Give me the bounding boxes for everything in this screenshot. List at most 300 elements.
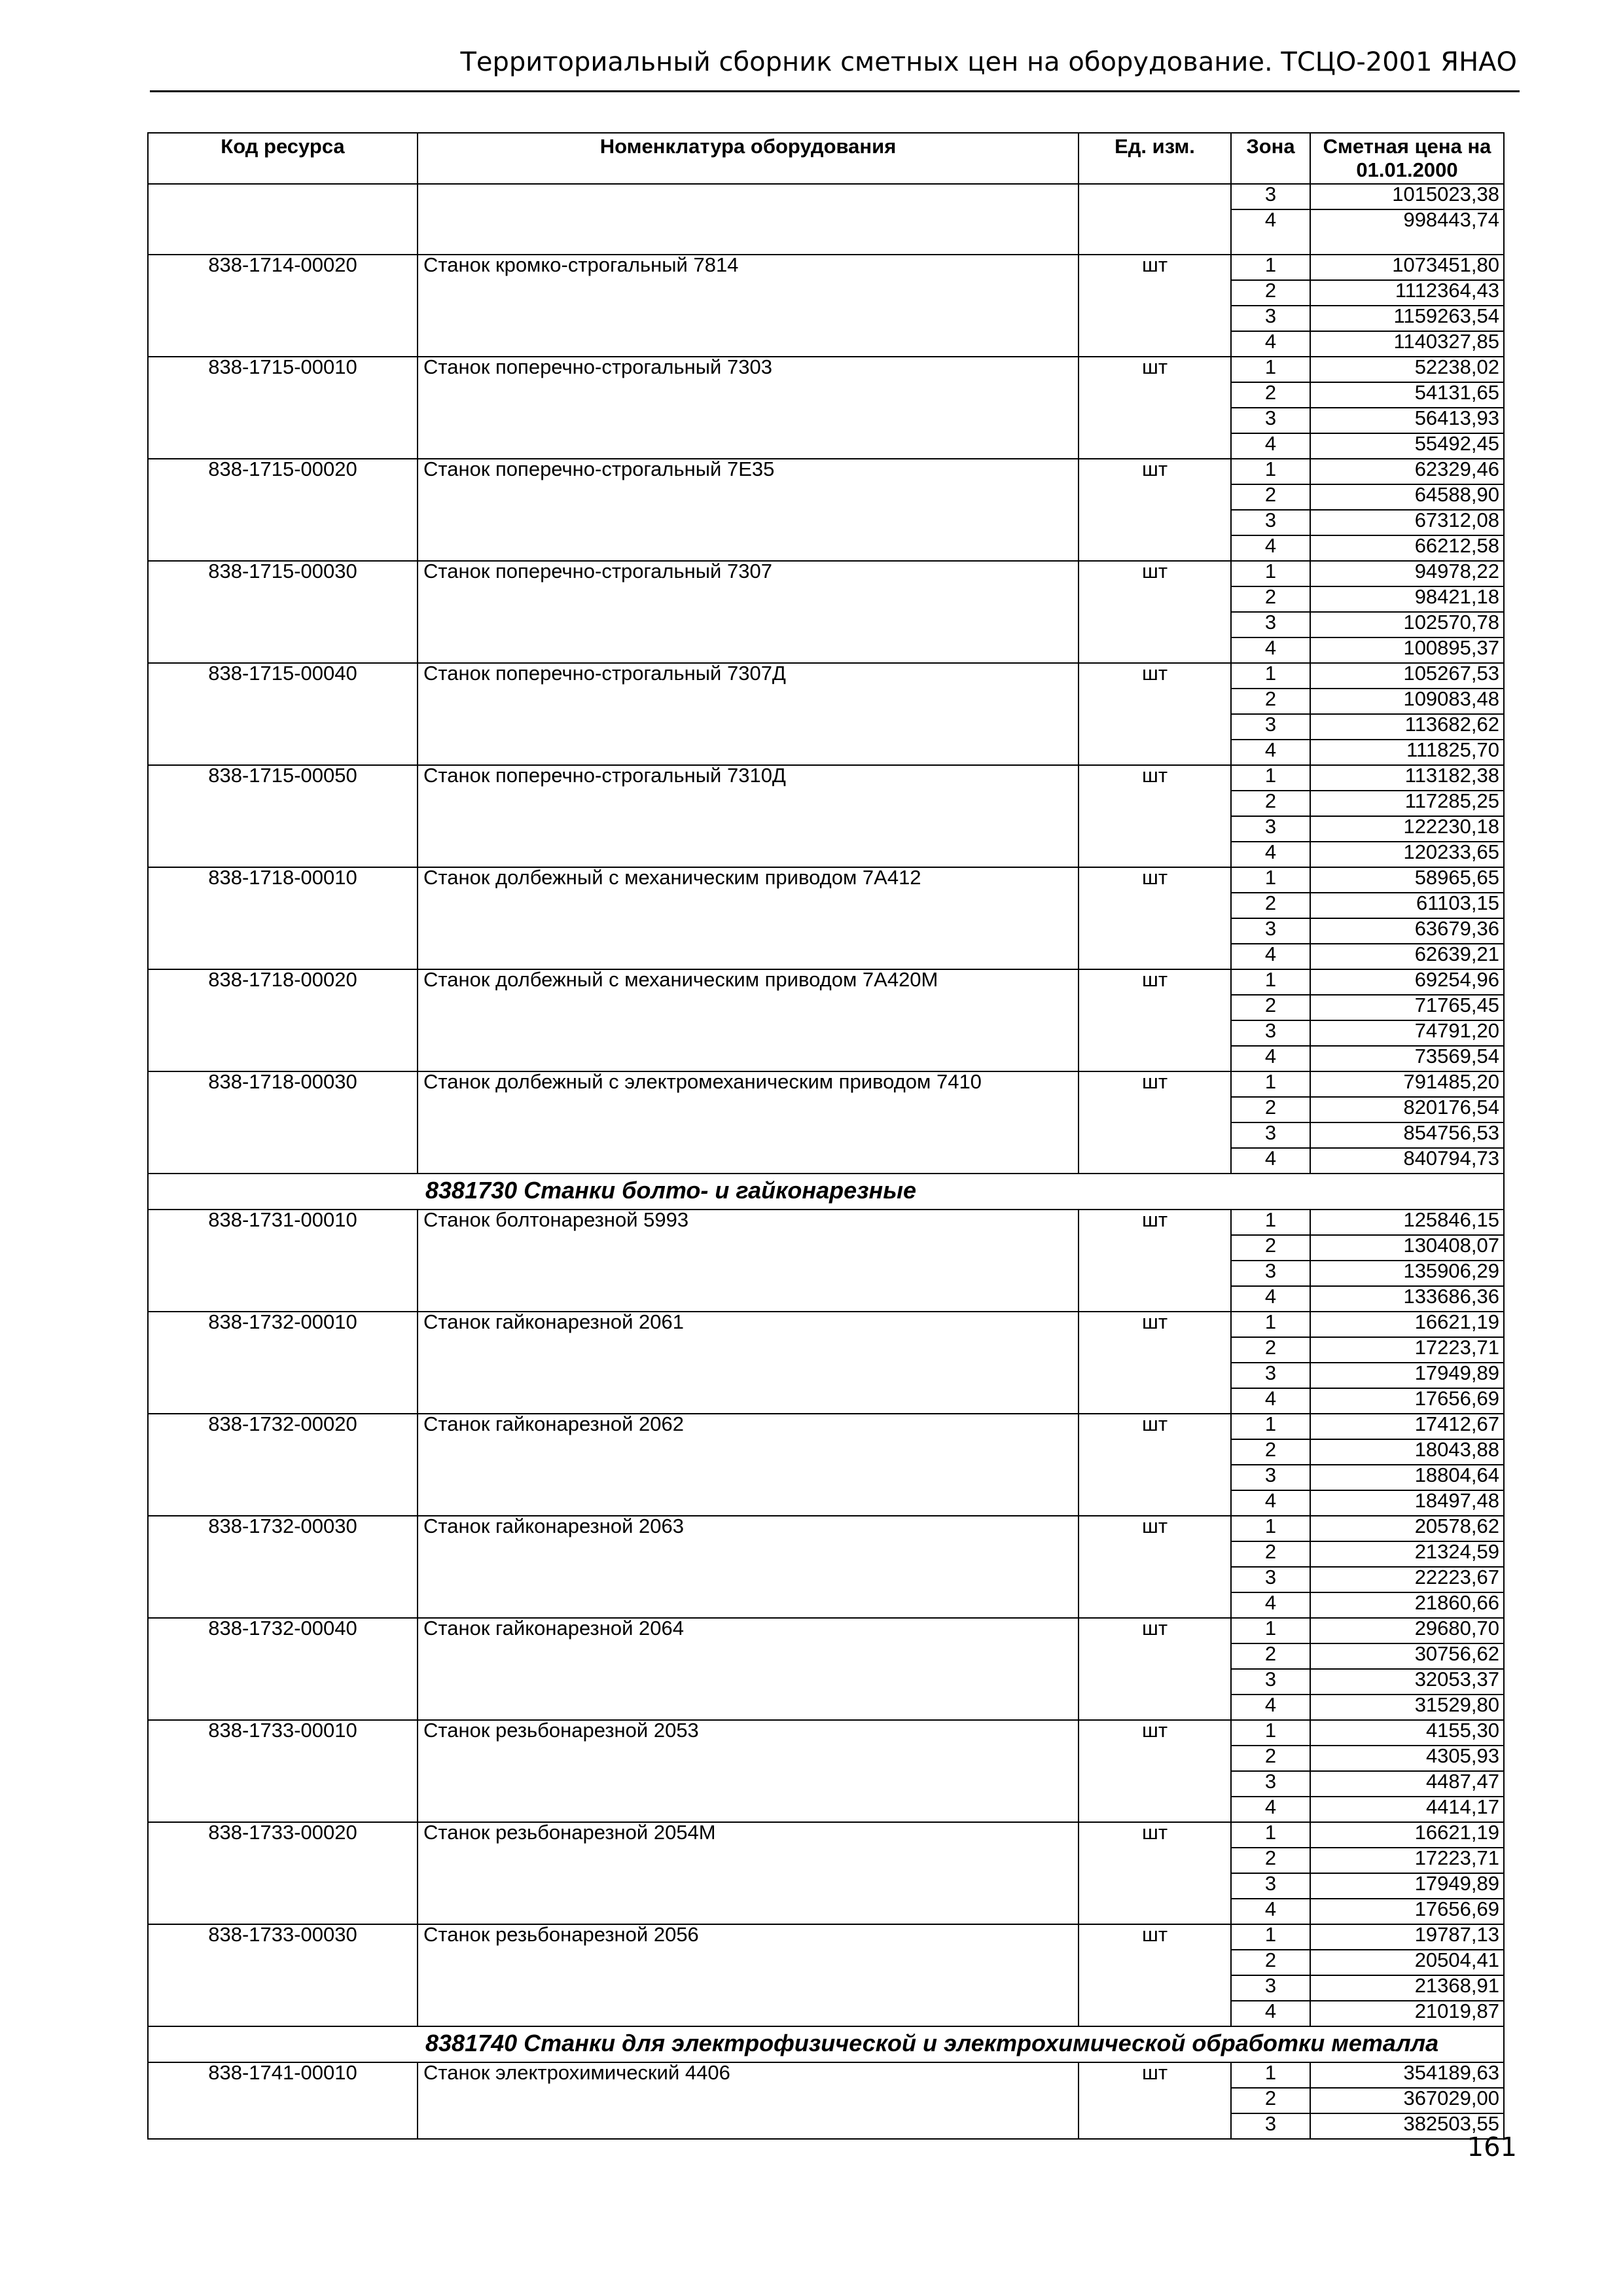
table-row (148, 408, 1504, 433)
equipment-name (418, 1235, 1079, 1261)
resource-code (148, 280, 418, 306)
section-heading: 8381730 Станки болто- и гайконарезные (148, 1174, 1504, 1210)
zone-cell: 2 (1231, 2088, 1310, 2113)
unit-of-measure: шт (1079, 1516, 1231, 1541)
zone-cell: 1 (1231, 1924, 1310, 1950)
section-heading: 8381740 Станки для электрофизической и электрохимической обработки металла (148, 2026, 1504, 2062)
zone-cell: 2 (1231, 280, 1310, 306)
unit-of-measure (1079, 209, 1231, 255)
zone-cell: 1 (1231, 255, 1310, 280)
price-cell: 22223,67 (1310, 1567, 1504, 1592)
price-cell: 94978,22 (1310, 561, 1504, 586)
zone-cell: 1 (1231, 969, 1310, 995)
column-header-code: Код ресурса (148, 133, 418, 184)
table-row (148, 2001, 1504, 2026)
unit-of-measure (1079, 1439, 1231, 1465)
equipment-name (418, 306, 1079, 331)
zone-cell: 3 (1231, 612, 1310, 637)
equipment-name: Станок долбежный с механическим приводом 7А412 (418, 867, 1079, 893)
equipment-name (418, 184, 1079, 209)
resource-code: 838-1733-00020 (148, 1822, 418, 1848)
zone-cell: 3 (1231, 1465, 1310, 1490)
equipment-name (418, 484, 1079, 510)
equipment-name (418, 893, 1079, 918)
equipment-name (418, 1465, 1079, 1490)
table-row (148, 816, 1504, 842)
unit-of-measure (1079, 382, 1231, 408)
equipment-name: Станок кромко-строгальный 7814 (418, 255, 1079, 280)
unit-of-measure (1079, 1771, 1231, 1797)
equipment-name (418, 637, 1079, 663)
unit-of-measure: шт (1079, 1210, 1231, 1235)
table-row (148, 1414, 1504, 1439)
zone-cell: 3 (1231, 1363, 1310, 1388)
price-cell: 56413,93 (1310, 408, 1504, 433)
equipment-name: Станок резьбонарезной 2054М (418, 1822, 1079, 1848)
table-row (148, 842, 1504, 867)
unit-of-measure (1079, 408, 1231, 433)
equipment-name (418, 382, 1079, 408)
price-cell: 367029,00 (1310, 2088, 1504, 2113)
zone-cell: 3 (1231, 1873, 1310, 1899)
price-cell: 19787,13 (1310, 1924, 1504, 1950)
zone-cell: 4 (1231, 1046, 1310, 1071)
table-row (148, 1363, 1504, 1388)
resource-code: 838-1733-00010 (148, 1720, 418, 1746)
resource-code (148, 209, 418, 255)
unit-of-measure: шт (1079, 459, 1231, 484)
resource-code (148, 1097, 418, 1122)
unit-of-measure (1079, 184, 1231, 209)
equipment-name (418, 1771, 1079, 1797)
price-cell: 21860,66 (1310, 1592, 1504, 1618)
price-cell: 58965,65 (1310, 867, 1504, 893)
price-cell: 1112364,43 (1310, 280, 1504, 306)
price-cell: 113182,38 (1310, 765, 1504, 791)
equipment-name (418, 714, 1079, 740)
unit-of-measure (1079, 893, 1231, 918)
equipment-name (418, 1122, 1079, 1148)
resource-code (148, 1337, 418, 1363)
resource-code (148, 1388, 418, 1414)
zone-cell: 2 (1231, 1746, 1310, 1771)
price-cell: 21019,87 (1310, 2001, 1504, 2026)
equipment-name (418, 1848, 1079, 1873)
price-cell: 820176,54 (1310, 1097, 1504, 1122)
unit-of-measure (1079, 740, 1231, 765)
price-cell: 71765,45 (1310, 995, 1504, 1020)
resource-code (148, 791, 418, 816)
price-cell: 117285,25 (1310, 791, 1504, 816)
zone-cell: 2 (1231, 1235, 1310, 1261)
resource-code (148, 842, 418, 867)
zone-cell: 2 (1231, 1950, 1310, 1975)
unit-of-measure (1079, 791, 1231, 816)
unit-of-measure (1079, 1097, 1231, 1122)
equipment-name: Станок поперечно-строгальный 7310Д (418, 765, 1079, 791)
unit-of-measure (1079, 1541, 1231, 1567)
unit-of-measure (1079, 1490, 1231, 1516)
price-cell: 791485,20 (1310, 1071, 1504, 1097)
unit-of-measure (1079, 1643, 1231, 1669)
unit-of-measure (1079, 689, 1231, 714)
unit-of-measure (1079, 1261, 1231, 1286)
price-cell: 55492,45 (1310, 433, 1504, 459)
resource-code (148, 535, 418, 561)
equipment-name (418, 944, 1079, 969)
unit-of-measure (1079, 1337, 1231, 1363)
resource-code: 838-1732-00030 (148, 1516, 418, 1541)
price-cell: 998443,74 (1310, 209, 1504, 255)
equipment-name (418, 1286, 1079, 1312)
resource-code (148, 740, 418, 765)
resource-code (148, 1873, 418, 1899)
table-row (148, 1388, 1504, 1414)
equipment-name (418, 1899, 1079, 1924)
table-row (148, 1261, 1504, 1286)
table-row (148, 1746, 1504, 1771)
price-cell: 102570,78 (1310, 612, 1504, 637)
unit-of-measure: шт (1079, 1822, 1231, 1848)
price-cell: 66212,58 (1310, 535, 1504, 561)
unit-of-measure (1079, 1388, 1231, 1414)
price-cell: 840794,73 (1310, 1148, 1504, 1174)
zone-cell: 3 (1231, 408, 1310, 433)
price-cell: 29680,70 (1310, 1618, 1504, 1643)
equipment-name (418, 1363, 1079, 1388)
equipment-name (418, 1592, 1079, 1618)
column-header-zone: Зона (1231, 133, 1310, 184)
price-cell: 125846,15 (1310, 1210, 1504, 1235)
table-row (148, 1148, 1504, 1174)
price-cell: 17949,89 (1310, 1873, 1504, 1899)
table-row (148, 184, 1504, 209)
unit-of-measure (1079, 1975, 1231, 2001)
zone-cell: 1 (1231, 1071, 1310, 1097)
zone-cell: 1 (1231, 1720, 1310, 1746)
unit-of-measure: шт (1079, 357, 1231, 382)
equipment-name (418, 1643, 1079, 1669)
unit-of-measure: шт (1079, 969, 1231, 995)
price-cell: 64588,90 (1310, 484, 1504, 510)
table-row (148, 1235, 1504, 1261)
table-row (148, 1312, 1504, 1337)
table-row (148, 1490, 1504, 1516)
table-row (148, 331, 1504, 357)
column-header-name: Номенклатура оборудования (418, 133, 1079, 184)
table-row (148, 382, 1504, 408)
resource-code (148, 1695, 418, 1720)
zone-cell: 1 (1231, 2062, 1310, 2088)
resource-code (148, 2001, 418, 2026)
equipment-name (418, 1695, 1079, 1720)
price-cell: 62329,46 (1310, 459, 1504, 484)
resource-code: 838-1741-00010 (148, 2062, 418, 2088)
section-heading-row (148, 1174, 1504, 1210)
equipment-name: Станок долбежный с электромеханическим приводом 7410 (418, 1071, 1079, 1097)
zone-cell: 2 (1231, 1097, 1310, 1122)
table-row (148, 791, 1504, 816)
table-row (148, 1592, 1504, 1618)
table-row (148, 561, 1504, 586)
price-cell: 135906,29 (1310, 1261, 1504, 1286)
price-cell: 120233,65 (1310, 842, 1504, 867)
table-row (148, 1822, 1504, 1848)
equipment-name (418, 1975, 1079, 2001)
unit-of-measure: шт (1079, 1071, 1231, 1097)
resource-code (148, 1490, 418, 1516)
zone-cell: 3 (1231, 1771, 1310, 1797)
table-row (148, 1618, 1504, 1643)
equipment-name (418, 586, 1079, 612)
unit-of-measure (1079, 1567, 1231, 1592)
price-cell: 30756,62 (1310, 1643, 1504, 1669)
zone-cell: 1 (1231, 663, 1310, 689)
table-row (148, 357, 1504, 382)
price-cell: 4305,93 (1310, 1746, 1504, 1771)
zone-cell: 1 (1231, 459, 1310, 484)
resource-code (148, 995, 418, 1020)
table-row (148, 1975, 1504, 2001)
equipment-name (418, 689, 1079, 714)
table-row (148, 637, 1504, 663)
equipment-name (418, 1097, 1079, 1122)
unit-of-measure: шт (1079, 1924, 1231, 1950)
equipment-name (418, 1541, 1079, 1567)
price-cell: 17223,71 (1310, 1337, 1504, 1363)
resource-code (148, 918, 418, 944)
zone-cell: 4 (1231, 1490, 1310, 1516)
zone-cell: 2 (1231, 995, 1310, 1020)
equipment-name (418, 209, 1079, 255)
equipment-name (418, 1797, 1079, 1822)
price-cell: 111825,70 (1310, 740, 1504, 765)
page-number: 161 (1467, 2132, 1517, 2162)
resource-code (148, 2088, 418, 2113)
zone-cell: 4 (1231, 1899, 1310, 1924)
zone-cell: 2 (1231, 893, 1310, 918)
price-cell: 105267,53 (1310, 663, 1504, 689)
price-cell: 354189,63 (1310, 2062, 1504, 2088)
table-row (148, 1924, 1504, 1950)
resource-code: 838-1715-00050 (148, 765, 418, 791)
unit-of-measure (1079, 612, 1231, 637)
price-cell: 20578,62 (1310, 1516, 1504, 1541)
equipment-name (418, 1020, 1079, 1046)
table-row (148, 280, 1504, 306)
table-row (148, 1020, 1504, 1046)
equipment-name (418, 1746, 1079, 1771)
resource-code (148, 1286, 418, 1312)
zone-cell: 2 (1231, 586, 1310, 612)
table-row (148, 918, 1504, 944)
unit-of-measure: шт (1079, 2062, 1231, 2088)
table-row (148, 2062, 1504, 2088)
unit-of-measure: шт (1079, 255, 1231, 280)
resource-code (148, 1975, 418, 2001)
resource-code (148, 408, 418, 433)
resource-code (148, 944, 418, 969)
table-row (148, 209, 1504, 255)
section-heading-row (148, 2026, 1504, 2062)
header-divider (150, 90, 1520, 92)
price-cell: 61103,15 (1310, 893, 1504, 918)
equipment-name (418, 791, 1079, 816)
price-cell: 109083,48 (1310, 689, 1504, 714)
table-row (148, 1567, 1504, 1592)
unit-of-measure: шт (1079, 765, 1231, 791)
unit-of-measure (1079, 995, 1231, 1020)
zone-cell: 3 (1231, 1020, 1310, 1046)
zone-cell: 4 (1231, 944, 1310, 969)
zone-cell: 1 (1231, 765, 1310, 791)
table-row (148, 510, 1504, 535)
zone-cell: 4 (1231, 535, 1310, 561)
price-cell: 133686,36 (1310, 1286, 1504, 1312)
unit-of-measure (1079, 1363, 1231, 1388)
table-row (148, 1046, 1504, 1071)
zone-cell: 3 (1231, 2113, 1310, 2139)
zone-cell: 3 (1231, 1261, 1310, 1286)
unit-of-measure (1079, 816, 1231, 842)
resource-code (148, 586, 418, 612)
zone-cell: 1 (1231, 1822, 1310, 1848)
price-cell: 1073451,80 (1310, 255, 1504, 280)
zone-cell: 4 (1231, 1286, 1310, 1312)
unit-of-measure (1079, 306, 1231, 331)
resource-code: 838-1733-00030 (148, 1924, 418, 1950)
resource-code (148, 1669, 418, 1695)
price-cell: 31529,80 (1310, 1695, 1504, 1720)
equipment-name: Станок гайконарезной 2064 (418, 1618, 1079, 1643)
resource-code (148, 1439, 418, 1465)
price-cell: 1140327,85 (1310, 331, 1504, 357)
resource-code: 838-1715-00040 (148, 663, 418, 689)
equipment-name (418, 408, 1079, 433)
zone-cell: 3 (1231, 1669, 1310, 1695)
resource-code (148, 1771, 418, 1797)
resource-code: 838-1714-00020 (148, 255, 418, 280)
zone-cell: 4 (1231, 842, 1310, 867)
table-row (148, 867, 1504, 893)
resource-code (148, 893, 418, 918)
unit-of-measure (1079, 2113, 1231, 2139)
price-cell: 4155,30 (1310, 1720, 1504, 1746)
unit-of-measure (1079, 510, 1231, 535)
table-row (148, 1337, 1504, 1363)
table-row (148, 1122, 1504, 1148)
zone-cell: 4 (1231, 331, 1310, 357)
resource-code (148, 1643, 418, 1669)
unit-of-measure: шт (1079, 1312, 1231, 1337)
price-cell: 18497,48 (1310, 1490, 1504, 1516)
equipment-name (418, 1873, 1079, 1899)
price-cell: 130408,07 (1310, 1235, 1504, 1261)
table-row (148, 1210, 1504, 1235)
unit-of-measure: шт (1079, 1414, 1231, 1439)
equipment-name: Станок поперечно-строгальный 7307Д (418, 663, 1079, 689)
equipment-name (418, 2088, 1079, 2113)
equipment-name: Станок электрохимический 4406 (418, 2062, 1079, 2088)
resource-code (148, 714, 418, 740)
equipment-name (418, 1669, 1079, 1695)
table-body (148, 184, 1504, 2139)
unit-of-measure (1079, 1592, 1231, 1618)
table-header-row (148, 133, 1504, 184)
equipment-name (418, 1567, 1079, 1592)
price-cell: 62639,21 (1310, 944, 1504, 969)
price-cell: 73569,54 (1310, 1046, 1504, 1071)
equipment-name (418, 433, 1079, 459)
equipment-name: Станок гайконарезной 2062 (418, 1414, 1079, 1439)
zone-cell: 4 (1231, 740, 1310, 765)
unit-of-measure (1079, 331, 1231, 357)
price-cell: 113682,62 (1310, 714, 1504, 740)
unit-of-measure (1079, 2088, 1231, 2113)
unit-of-measure (1079, 1046, 1231, 1071)
table-row (148, 586, 1504, 612)
resource-code (148, 510, 418, 535)
table-row (148, 893, 1504, 918)
resource-code (148, 1148, 418, 1174)
unit-of-measure (1079, 1950, 1231, 1975)
table-row (148, 1771, 1504, 1797)
resource-code (148, 1020, 418, 1046)
resource-code (148, 1746, 418, 1771)
equipment-price-table (147, 132, 1505, 2140)
table-row (148, 689, 1504, 714)
equipment-name (418, 1950, 1079, 1975)
table-row (148, 1669, 1504, 1695)
price-cell: 17223,71 (1310, 1848, 1504, 1873)
equipment-name: Станок поперечно-строгальный 7303 (418, 357, 1079, 382)
unit-of-measure (1079, 1797, 1231, 1822)
table-row (148, 1516, 1504, 1541)
unit-of-measure (1079, 1669, 1231, 1695)
table-row (148, 255, 1504, 280)
resource-code (148, 1122, 418, 1148)
price-cell: 1015023,38 (1310, 184, 1504, 209)
resource-code (148, 1797, 418, 1822)
price-cell: 98421,18 (1310, 586, 1504, 612)
zone-cell: 3 (1231, 918, 1310, 944)
zone-cell: 2 (1231, 1541, 1310, 1567)
column-header-price: Сметная цена на 01.01.2000 (1310, 133, 1504, 184)
table-row (148, 1097, 1504, 1122)
table-row (148, 1797, 1504, 1822)
resource-code (148, 1235, 418, 1261)
table-row (148, 969, 1504, 995)
price-cell: 54131,65 (1310, 382, 1504, 408)
price-cell: 4414,17 (1310, 1797, 1504, 1822)
zone-cell: 2 (1231, 689, 1310, 714)
unit-of-measure (1079, 1465, 1231, 1490)
resource-code: 838-1715-00030 (148, 561, 418, 586)
equipment-name (418, 842, 1079, 867)
equipment-name (418, 1148, 1079, 1174)
zone-cell: 4 (1231, 1592, 1310, 1618)
resource-code: 838-1731-00010 (148, 1210, 418, 1235)
zone-cell: 3 (1231, 816, 1310, 842)
price-cell: 4487,47 (1310, 1771, 1504, 1797)
equipment-name (418, 1388, 1079, 1414)
zone-cell: 4 (1231, 1695, 1310, 1720)
table-row (148, 1899, 1504, 1924)
table-row (148, 433, 1504, 459)
equipment-name (418, 280, 1079, 306)
price-cell: 16621,19 (1310, 1822, 1504, 1848)
equipment-name (418, 740, 1079, 765)
